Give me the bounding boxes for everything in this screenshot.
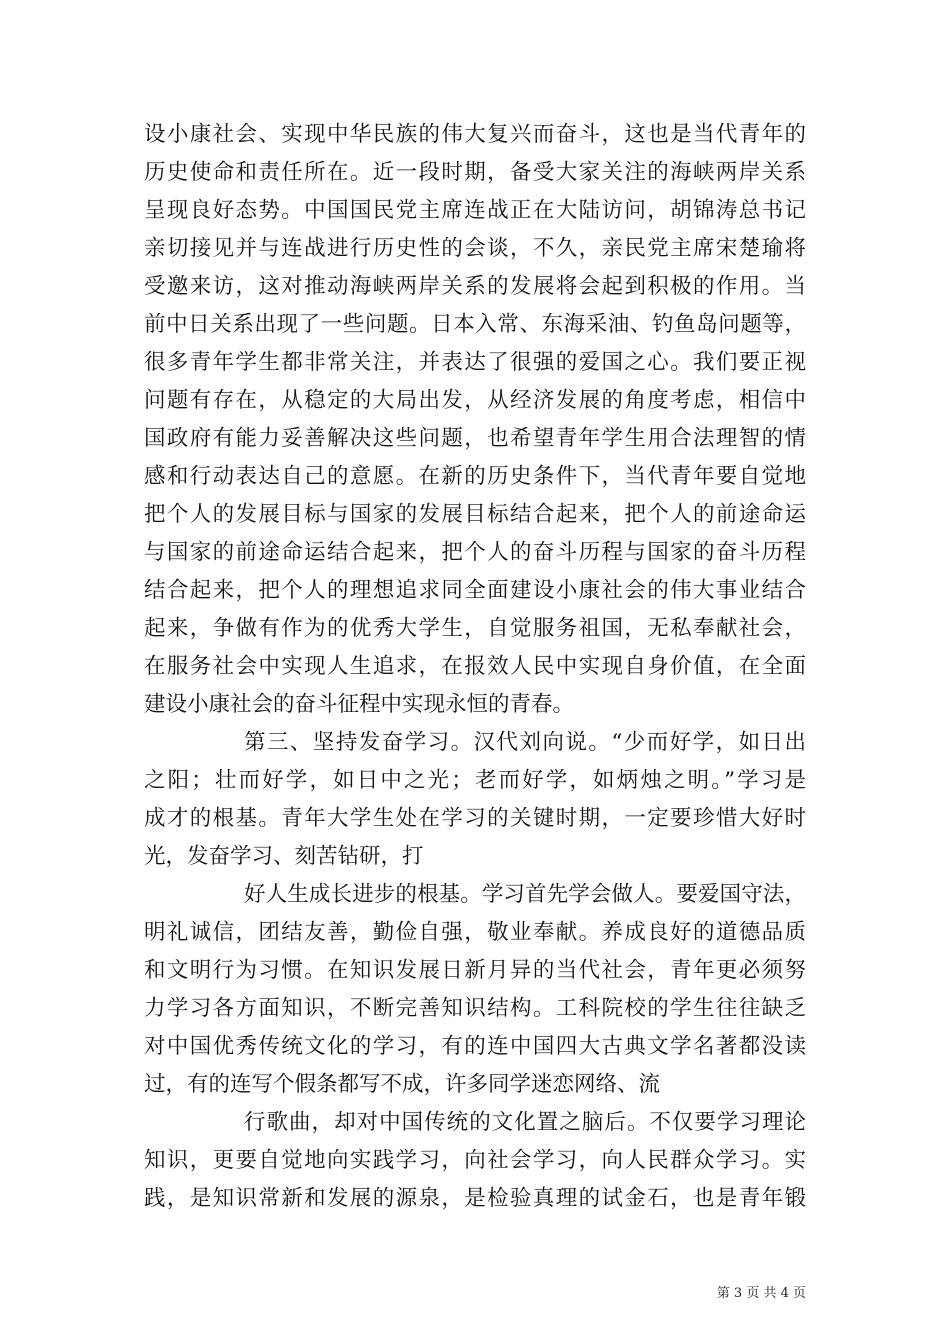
text-line: 好人生成长进步的根基。学习首先学会做人。要爱国守法， [244, 882, 806, 907]
text-line: 在服务社会中实现人生追求，在报效人民中实现自身价值，在全面 [144, 654, 806, 679]
text-line: 和文明行为习惯。在知识发展日新月异的当代社会，青年更必须努 [144, 958, 806, 983]
text-line: 设小康社会、实现中华民族的伟大复兴而奋斗，这也是当代青年的 [144, 122, 806, 147]
text-line: 践，是知识常新和发展的源泉，是检验真理的试金石，也是青年锻 [144, 1186, 806, 1211]
text-line: 亲切接见并与连战进行历史性的会谈，不久，亲民党主席宋楚瑜将 [144, 236, 806, 261]
text-line: 受邀来访，这对推动海峡两岸关系的发展将会起到积极的作用。当 [144, 274, 806, 299]
text-line: 光，发奋学习、刻苦钻研，打 [144, 844, 424, 869]
text-line: 很多青年学生都非常关注，并表达了很强的爱国之心。我们要正视 [144, 350, 806, 375]
text-line: 问题有存在，从稳定的大局出发，从经济发展的角度考虑，相信中 [144, 388, 806, 413]
text-line: 历史使命和责任所在。近一段时期，备受大家关注的海峡两岸关系 [144, 160, 806, 185]
text-line: 建设小康社会的奋斗征程中实现永恒的青春。 [144, 692, 575, 717]
text-line: 把个人的发展目标与国家的发展目标结合起来，把个人的前途命运 [144, 502, 806, 527]
text-line: 起来，争做有作为的优秀大学生，自觉服务祖国，无私奉献社会， [144, 616, 806, 641]
text-line: 之阳；壮而好学，如日中之光；老而好学，如炳烛之明。”学习是 [144, 768, 806, 793]
text-line: 呈现良好态势。中国国民党主席连战正在大陆访问，胡锦涛总书记 [144, 198, 806, 223]
text-line: 对中国优秀传统文化的学习，有的连中国四大古典文学名著都没读 [144, 1034, 806, 1059]
text-line: 感和行动表达自己的意愿。在新的历史条件下，当代青年要自觉地 [144, 464, 806, 489]
text-line: 结合起来，把个人的理想追求同全面建设小康社会的伟大事业结合 [144, 578, 806, 603]
text-line: 知识，更要自觉地向实践学习，向社会学习，向人民群众学习。实 [144, 1148, 806, 1173]
text-line: 国政府有能力妥善解决这些问题，也希望青年学生用合法理智的情 [144, 426, 806, 451]
text-line: 前中日关系出现了一些问题。日本入常、东海采油、钓鱼岛问题等， [144, 312, 806, 337]
text-line: 成才的根基。青年大学生处在学习的关键时期，一定要珍惜大好时 [144, 806, 806, 831]
text-line: 过，有的连写个假条都写不成，许多同学迷恋网络、流 [144, 1072, 661, 1097]
text-line: 力学习各方面知识，不断完善知识结构。工科院校的学生往往缺乏 [144, 996, 806, 1021]
text-line: 行歌曲，却对中国传统的文化置之脑后。不仅要学习理论 [244, 1110, 806, 1135]
text-line: 与国家的前途命运结合起来，把个人的奋斗历程与国家的奋斗历程 [144, 540, 806, 565]
text-line: 明礼诚信，团结友善，勤俭自强，敬业奉献。养成良好的道德品质 [144, 920, 806, 945]
page-number-footer: 第 3 页 共 4 页 [716, 1286, 806, 1301]
body-text [144, 116, 806, 1218]
text-line: 第三、坚持发奋学习。汉代刘向说。“少而好学，如日出 [244, 730, 806, 755]
